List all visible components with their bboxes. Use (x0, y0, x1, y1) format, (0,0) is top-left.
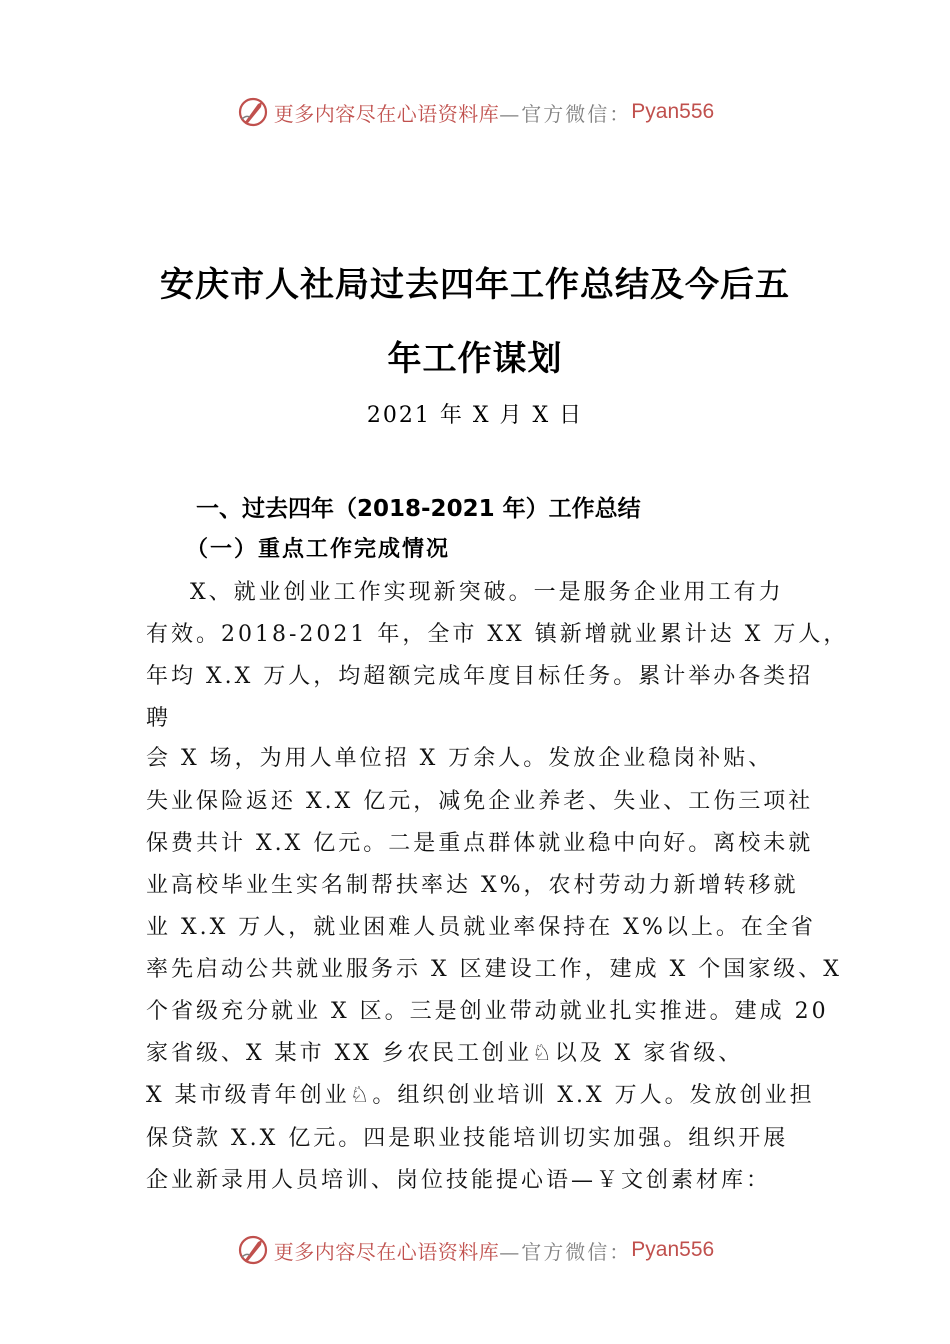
watermark-text: 更多内容尽在心语资料库 (273, 101, 500, 126)
body-line: 有效。2018-2021 年，全市 XX 镇新增就业累计达 X 万人， (146, 622, 849, 647)
body-line: X、就业创业工作实现新突破。一是服务企业用工有力 (190, 580, 784, 605)
body-line: 业高校毕业生实名制帮扶率达 X%，农村劳动力新增转移就 (146, 873, 799, 898)
watermark-banner-top (0, 95, 950, 129)
wechat-id: Pyan556 (631, 1238, 715, 1261)
body-line: 聘 (146, 706, 172, 731)
quill-pen-circle-icon (236, 1233, 270, 1267)
watermark-text: 更多内容尽在心语资料库 (273, 1239, 500, 1264)
body-line: 业 X.X 万人，就业困难人员就业率保持在 X%以上。在全省 (146, 915, 816, 940)
section-heading: 一、过去四年（2018-2021 年）工作总结 (196, 496, 641, 522)
body-line: 企业新录用人员培训、岗位技能提心语—￥文创素材库： (146, 1168, 772, 1193)
watermark-subtext: —官方微信： (499, 101, 632, 126)
watermark-subtext: —官方微信： (499, 1239, 632, 1264)
body-line: 年均 X.X 万人，均超额完成年度目标任务。累计举办各类招 (146, 664, 814, 689)
body-line: 率先启动公共就业服务示 X 区建设工作，建成 X 个国家级、X (146, 957, 842, 982)
subsection-heading: （一）重点工作完成情况 (186, 536, 451, 562)
quill-pen-circle-icon (236, 95, 270, 129)
body-line: 会 X 场，为用人单位招 X 万余人。发放企业稳岗补贴、 (146, 746, 774, 771)
body-line: 家省级、X 某市 XX 乡农民工创业♘以及 X 家省级、 (146, 1041, 744, 1066)
body-line: 保费共计 X.X 亿元。二是重点群体就业稳中向好。离校未就 (146, 831, 814, 856)
body-line: 个省级充分就业 X 区。三是创业带动就业扎实推进。建成 20 (146, 999, 829, 1024)
body-line: 保贷款 X.X 亿元。四是职业技能培训切实加强。组织开展 (146, 1126, 789, 1151)
body-line: 失业保险返还 X.X 亿元，减免企业养老、失业、工伤三项社 (146, 789, 814, 814)
document-title-line-2: 年工作谋划 (387, 339, 563, 379)
document-date: 2021 年 X 月 X 日 (366, 403, 584, 428)
wechat-id: Pyan556 (631, 100, 715, 123)
body-line: X 某市级青年创业♘。组织创业培训 X.X 万人。发放创业担 (146, 1083, 815, 1108)
document-title-line-1: 安庆市人社局过去四年工作总结及今后五 (160, 265, 790, 305)
watermark-banner-bottom (0, 1233, 950, 1267)
